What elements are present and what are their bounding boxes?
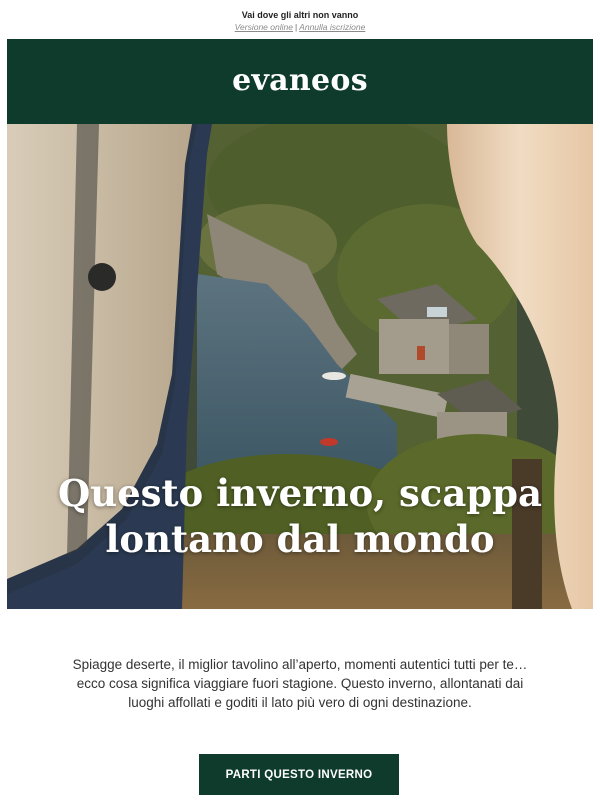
evaneos-logo[interactable]: evaneos <box>232 63 368 98</box>
preheader-tagline: Vai dove gli altri non vanno <box>241 10 359 20</box>
hero-headline-line2: lontano dal mondo <box>105 517 495 561</box>
link-separator: | <box>294 22 298 32</box>
unsubscribe-link[interactable]: Annulla iscrizione <box>299 22 366 32</box>
hero-headline-line1: Questo inverno, scappa <box>57 471 543 515</box>
preheader-links <box>0 22 600 32</box>
intro-paragraph: Spiagge deserte, il miglior tavolino all’aperto, momenti autentici tutti per te… ecco cosa significa viaggiare fuori stagione. Questo inverno, allontanati dai luoghi affollati e goditi il lato più vero di ogni destinazione. <box>72 657 528 710</box>
cta-button[interactable]: PARTI QUESTO INVERNO <box>199 754 399 795</box>
brand-header <box>7 39 593 124</box>
hero-headline <box>7 470 593 562</box>
hero-image[interactable] <box>7 124 593 609</box>
online-version-link[interactable]: Versione online <box>234 22 293 32</box>
